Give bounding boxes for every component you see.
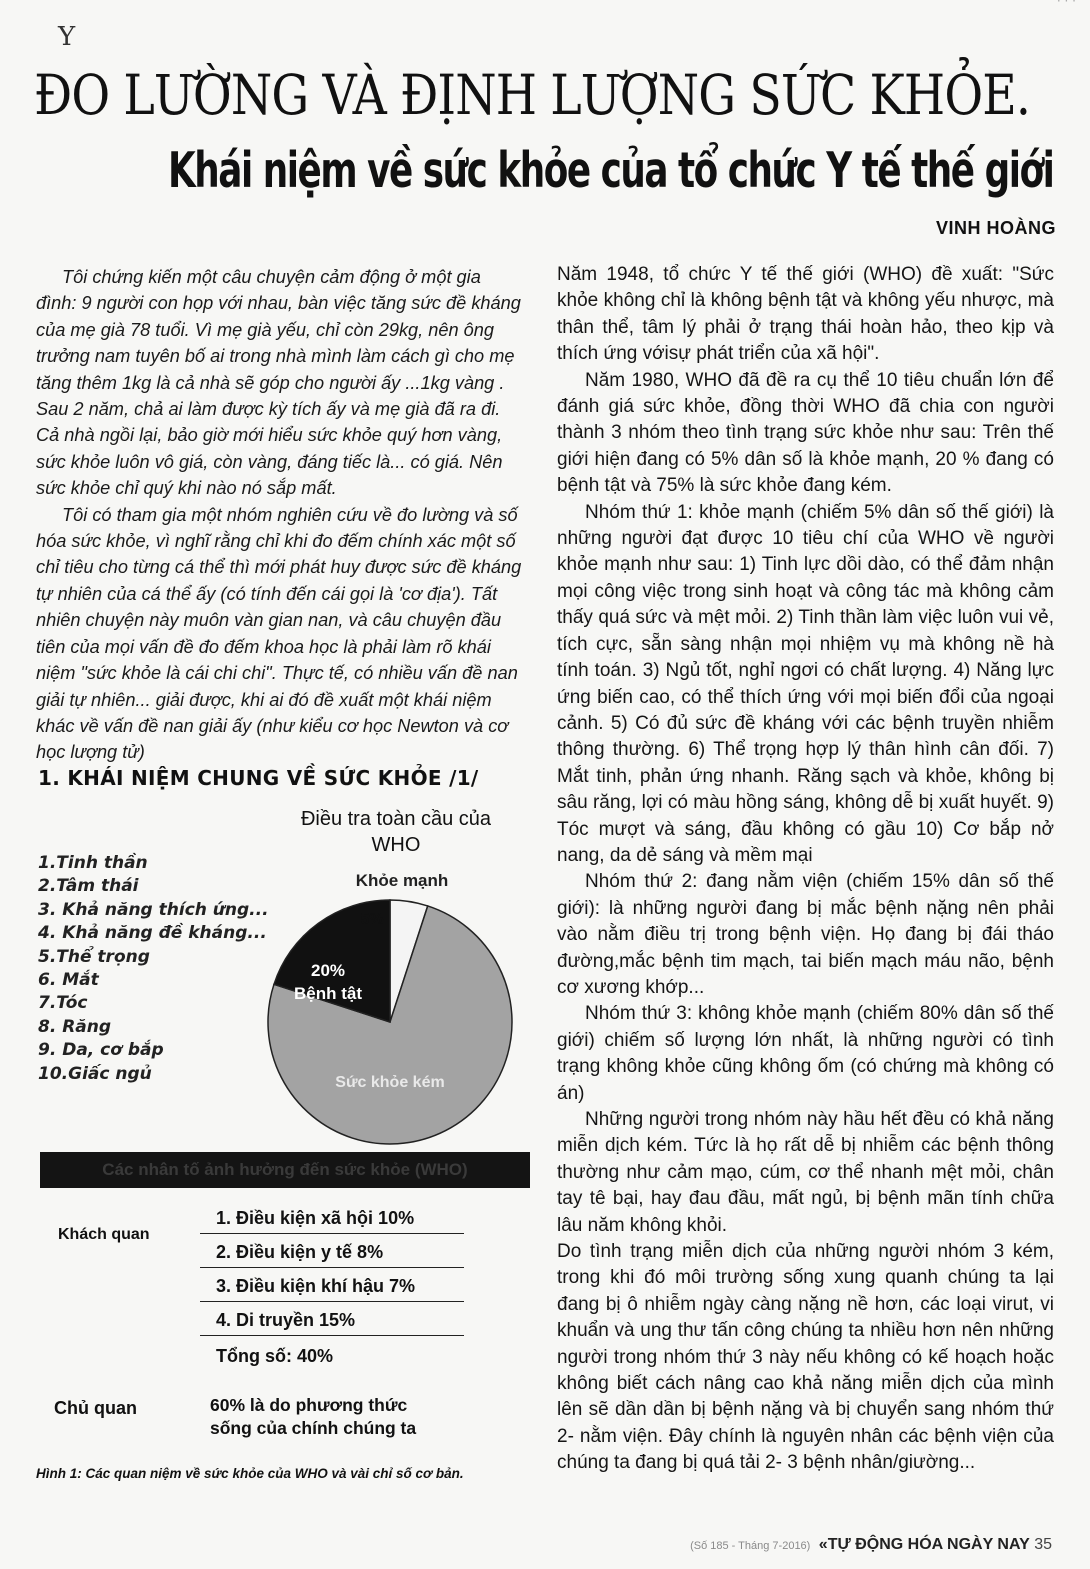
intro-paragraph: Tôi chứng kiến một câu chuyện cảm động ở một gia đình: 9 người con họp với nhau, bàn việc tăng sức đề kháng của mẹ già 78 tuổi. Vì mẹ già yếu, chỉ còn 29kg, nên ông trưởng nam tuyên bố ai trong nhà mình làm cách gì cho mẹ tăng thêm 1kg là cả nhà sẽ góp cho người ấy ...1kg vàng . Sau 2 năm, chả ai làm được kỳ tích ấy và mẹ già đã ra đi. Cả nhà ngồi lại, bảo giờ mới hiểu sức khỏe quý hơn vàng, sức khỏe luôn vô giá, còn vàng, đáng tiếc là... có giá. Nên sức khỏe chỉ quý khi nào nó sắp mất. (36, 267, 521, 499)
intro-paragraph: Tôi có tham gia một nhóm nghiên cứu về đo lường và số hóa sức khỏe, vì nghĩ rằng chỉ khi đo đếm chính xác một số chỉ tiêu cho từng cá thể thì mới phát huy được sức đề kháng tự nhiên của cá thể ấy (có tính đến cái gọi là 'cơ địa'). Tất nhiên chuyện này muôn vàn gian nan, và câu chuyện đầu tiên của mọi vấn đề đo đếm khoa học là phải làm rõ khái niệm "sức khỏe là cái chi chi". Thực tế, có nhiều vấn đề nan giải tự nhiên... giải được, khi ai đó đề xuất một khái niệm khác về vấn đề nan giải ấy (như kiểu cơ học Newton và cơ học lượng tử) (36, 504, 522, 763)
subjective-line: 60% là do phương thức (210, 1395, 408, 1415)
pie-label-healthy: Khỏe mạnh (355, 871, 449, 890)
intro-column (36, 264, 526, 766)
divider (200, 1301, 464, 1302)
pie-label-sick: Bệnh tật (294, 984, 362, 1003)
pie-label-healthy-pct: 5% (360, 911, 384, 928)
pie-label-sick-pct: 20% (310, 961, 346, 980)
article-subtitle: Khái niệm về sức khỏe của tổ chức Y tế thế giới (168, 142, 1054, 199)
objective-total: Tổng số: 40% (216, 1346, 334, 1366)
footer-issue: (Số 185 - Tháng 7-2016) (690, 1540, 811, 1552)
objective-item: 4. Di truyền 15% (216, 1310, 356, 1330)
body-paragraph: Nhóm thứ 2: đang nằm viện (chiếm 15% dân số thế giới): là những người đang bị mắc bệnh nặng nên phải vào nằm điều trị trong bệnh viện. Họ đang bị đái tháo đường,mắc bệnh tim mạch, tai biến mạch máu não, bệnh cơ xương khớp... (557, 871, 1054, 998)
page-footer (690, 1536, 1052, 1554)
footer-magazine: TỰ ĐỘNG HÓA NGÀY NAY (827, 1536, 1030, 1553)
scan-corner-mark: · · · (1056, 0, 1076, 8)
divider (200, 1335, 464, 1336)
footer-arrow-icon: « (818, 1536, 828, 1553)
body-column (557, 262, 1054, 1477)
marginal-handwritten-mark: Y (58, 22, 76, 52)
criteria-item: 5.Thể trọng (38, 946, 150, 967)
body-paragraph: Năm 1980, WHO đã đề ra cụ thể 10 tiêu chuẩn lớn để đánh giá sức khỏe, đồng thời WHO đã chia con người thành 3 nhóm theo tình trạng sức khỏe như sau: Trên thế giới hiện đang có 5% dân số là khỏe mạnh, 20 % đang có bệnh tật và 75% là sức khỏe đang kém. (557, 369, 1054, 497)
criteria-item: 8. Răng (38, 1016, 112, 1037)
criteria-item: 3. Khả năng thích ứng... (38, 899, 269, 920)
criteria-item: 9. Da, cơ bắp (38, 1040, 164, 1061)
author-byline: VINH HOÀNG (935, 218, 1056, 238)
health-pie-chart (262, 866, 522, 1146)
section-heading: 1. KHÁI NIỆM CHUNG VỀ SỨC KHỎE /1/ (38, 766, 479, 790)
body-paragraph: Năm 1948, tổ chức Y tế thế giới (WHO) đề xuất: "Sức khỏe không chỉ là không bệnh tật và không yếu nhược, mà thân thể, tâm lý phải ở trạng thái hoàn hảo, theo kịp và thích ứng vớisự phát triển của xã hội". (557, 264, 1054, 365)
factors-title-bar (40, 1152, 530, 1188)
criteria-item: 1.Tinh thần (38, 853, 148, 873)
body-paragraph: Những người trong nhóm này hầu hết đều có khả năng miễn dịch kém. Tức là họ rất dễ bị nhiễm các bệnh thông thường như cảm mạo, cúm, cơ thể nhanh mệt mỏi, chân tay tê bại, hay đau đầu, mất ngủ, bị bệnh mãn tính chữa lâu năm không khỏi. (557, 1109, 1054, 1236)
divider (200, 1233, 464, 1234)
divider (200, 1267, 464, 1268)
body-paragraph: Nhóm thứ 3: không khỏe mạnh (chiếm 80% dân số thế giới) chiếm số lượng lớn nhất, là những người có tình trạng không khỏe cũng không ốm (có chứng mà không có án) (557, 1003, 1054, 1104)
objective-label: Khách quan (58, 1226, 150, 1243)
criteria-item: 4. Khả năng đề kháng... (38, 923, 267, 944)
factors-title: Các nhân tố ảnh hưởng đến sức khỏe (WHO) (102, 1160, 468, 1179)
body-paragraph: Do tình trạng miễn dịch của những người nhóm 3 kém, trong khi đó môi trường sống xung quanh chúng ta lại đang bị ô nhiễm ngày càng nặng nề hơn, các loại virut, vi khuẩn và ung thư tấn công chúng ta nhiều hơn nên những người trong nhóm thứ 3 này nếu không có kế hoạch hoặc không biết cách nâng cao khả năng miễn dịch của mình lên sẽ dần dần bị bệnh nặng và bị chuyển sang nhóm thứ 2- nằm viện. Đây chính là nguyên nhân các bệnh viện của chúng ta đang bị quá tải 2- 3 bệnh nhân/giường... (557, 1241, 1054, 1474)
criteria-item: 2.Tâm thái (38, 876, 139, 897)
article-title: ĐO LƯỜNG VÀ ĐỊNH LƯỢNG SỨC KHỎE. (34, 63, 1031, 127)
subjective-label: Chủ quan (54, 1398, 137, 1418)
subjective-text (210, 1394, 416, 1440)
criteria-item: 7.Tóc (38, 993, 88, 1014)
pie-label-weak: Sức khỏe kém (335, 1074, 445, 1091)
who-criteria-list (38, 852, 269, 1086)
objective-item: 3. Điều kiện khí hậu 7% (216, 1276, 416, 1296)
subjective-line: sống của chính chúng ta (210, 1418, 417, 1438)
body-paragraph: Nhóm thứ 1: khỏe mạnh (chiếm 5% dân số thế giới) là những người đạt được 10 tiêu chí của WHO về người khỏe mạnh như sau: 1) Tinh lực dồi dào, có thể đảm nhận mọi công việc trong sinh hoạt và công tác mà không cảm thấy quá sức và mệt mỏi. 2) Tinh thần làm việc luôn vui vẻ, tích cực, sẵn sàng nhận mọi nhiệm vụ mà không nề hà tính toán. 3) Ngủ tốt, nghỉ ngơi có chất lượng. 4) Năng lực ứng biến cao, có thể thích ứng với mọi biến đổi của ngoại cảnh. 5) Có đủ sức đề kháng với các bệnh truyền nhiễm thông thường. 6) Thể trọng hợp lý thân hình cân đối. 7) Mắt tinh, phản ứng nhanh. Răng sạch và khỏe, không bị sâu răng, lợi có màu hồng sáng, không dễ bị xuất huyết. 9) Tóc mượt và sáng, đầu không có gầu 10) Cơ bắp nở nang, da dẻ sáng và mềm mại (557, 501, 1054, 866)
criteria-item: 10.Giấc ngủ (38, 1063, 152, 1084)
criteria-item: 6. Mắt (38, 970, 99, 991)
figure-caption: Hình 1: Các quan niệm về sức khỏe của WHO và vài chỉ số cơ bản. (36, 1466, 464, 1481)
chart-title: Điều tra toàn cầu của WHO (300, 808, 492, 856)
factors-panel (40, 1200, 530, 1460)
objective-item: 1. Điều kiện xã hội 10% (216, 1208, 415, 1228)
footer-page-number: 35 (1034, 1536, 1052, 1553)
objective-item: 2. Điều kiện y tế 8% (216, 1242, 384, 1262)
